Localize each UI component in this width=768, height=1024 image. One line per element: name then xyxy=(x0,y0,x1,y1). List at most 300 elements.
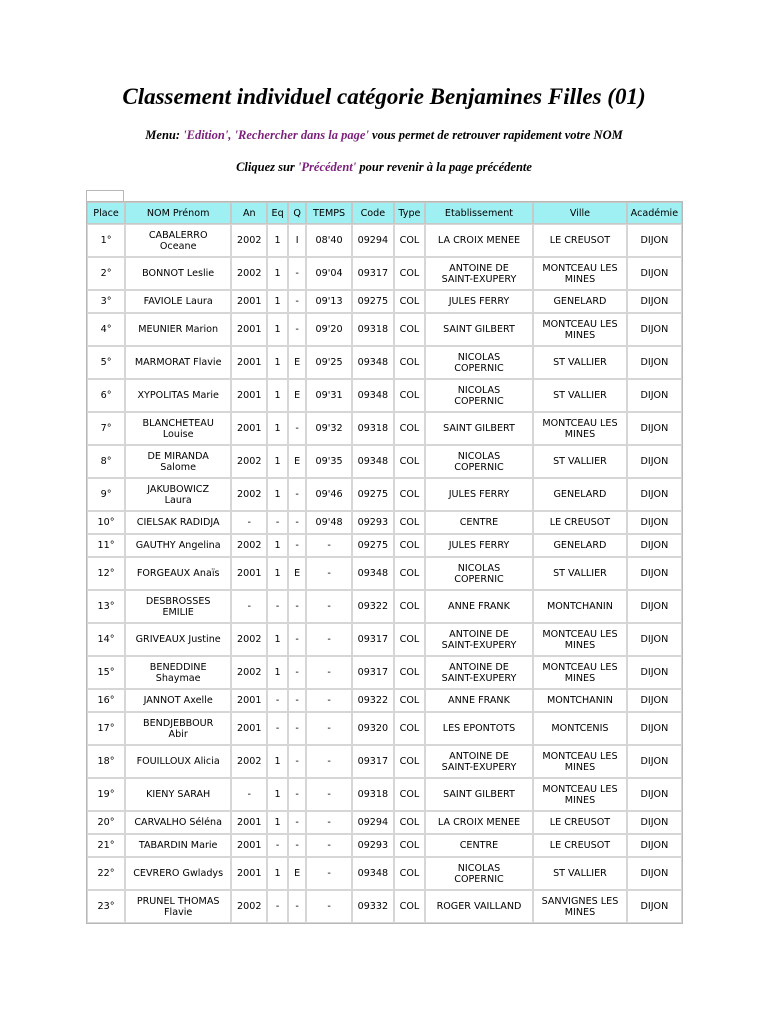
cell-year: - xyxy=(231,590,267,623)
cell-time: 09'46 xyxy=(306,478,351,511)
column-header-type: Type xyxy=(394,202,425,224)
cell-year: 2002 xyxy=(231,224,267,257)
cell-school xyxy=(425,623,533,656)
cell-school xyxy=(425,557,533,590)
cell-place: 23° xyxy=(87,890,125,923)
cell-school-line: NICOLAS xyxy=(457,384,501,396)
cell-type: COL xyxy=(394,557,425,590)
cell-name xyxy=(125,313,231,346)
table-row xyxy=(87,857,682,890)
cell-city-line: SANVIGNES LES xyxy=(541,895,619,907)
cell-year: - xyxy=(231,511,267,534)
cell-city-line: MINES xyxy=(564,329,596,341)
cell-name-line: FAVIOLE Laura xyxy=(143,296,213,307)
cell-city-line: ST VALLIER xyxy=(553,357,607,368)
cell-name xyxy=(125,534,231,557)
table-row xyxy=(87,745,682,778)
cell-team: - xyxy=(267,590,288,623)
cell-team: 1 xyxy=(267,290,288,313)
cell-school xyxy=(425,313,533,346)
cell-team: 1 xyxy=(267,346,288,379)
cell-name-line: Louise xyxy=(162,428,194,440)
cell-name xyxy=(125,590,231,623)
cell-q: E xyxy=(288,445,307,478)
cell-year: - xyxy=(231,778,267,811)
cell-city-line: GENELARD xyxy=(553,489,607,500)
cell-time: 09'20 xyxy=(306,313,351,346)
cell-name-line: TABARDIN Marie xyxy=(138,840,218,851)
cell-place: 17° xyxy=(87,712,125,745)
cell-school xyxy=(425,412,533,445)
cell-school xyxy=(425,478,533,511)
cell-team: - xyxy=(267,712,288,745)
cell-city-line: MINES xyxy=(564,672,596,684)
cell-school-line: ANNE FRANK xyxy=(448,601,510,612)
cell-name-line: JANNOT Axelle xyxy=(143,695,213,706)
back-hint-suffix: pour revenir à la page précédente xyxy=(356,160,532,174)
cell-school-line: ANTOINE DE xyxy=(449,661,509,673)
cell-name-line: CABALERRO xyxy=(148,229,208,241)
cell-school-line: NICOLAS xyxy=(457,450,501,462)
cell-school xyxy=(425,745,533,778)
cell-team: 1 xyxy=(267,811,288,834)
table-row xyxy=(87,656,682,689)
cell-type: COL xyxy=(394,445,425,478)
cell-type: COL xyxy=(394,412,425,445)
cell-city xyxy=(533,412,627,445)
cell-place: 19° xyxy=(87,778,125,811)
cell-city xyxy=(533,478,627,511)
cell-academy: DIJON xyxy=(627,511,682,534)
cell-school-line: JULES FERRY xyxy=(448,540,510,551)
cell-time: - xyxy=(306,890,351,923)
cell-name-line: Salome xyxy=(160,461,197,473)
cell-code: 09317 xyxy=(352,623,394,656)
cell-type: COL xyxy=(394,224,425,257)
cell-school-line: COPERNIC xyxy=(454,573,504,585)
column-header-name: NOM Prénom xyxy=(125,202,231,224)
cell-school xyxy=(425,257,533,290)
cell-name xyxy=(125,379,231,412)
cell-school-line: NICOLAS xyxy=(457,862,501,874)
cell-school xyxy=(425,224,533,257)
cell-team: 1 xyxy=(267,623,288,656)
cell-type: COL xyxy=(394,689,425,712)
cell-q: - xyxy=(288,656,307,689)
cell-q: E xyxy=(288,557,307,590)
cell-name-line: FORGEAUX Anaïs xyxy=(136,568,220,579)
cell-name-line: Flavie xyxy=(164,906,193,918)
cell-school-line: COPERNIC xyxy=(454,395,504,407)
cell-place: 5° xyxy=(87,346,125,379)
cell-academy: DIJON xyxy=(627,313,682,346)
table-row xyxy=(87,445,682,478)
column-header-team: Eq xyxy=(267,202,288,224)
cell-name-line: Shaymae xyxy=(155,672,201,684)
cell-time: 09'35 xyxy=(306,445,351,478)
table-row xyxy=(87,834,682,857)
cell-school-line: SAINT GILBERT xyxy=(443,789,515,800)
cell-city-line: ST VALLIER xyxy=(553,456,607,467)
cell-code: 09348 xyxy=(352,857,394,890)
table-row xyxy=(87,890,682,923)
cell-name xyxy=(125,857,231,890)
cell-academy: DIJON xyxy=(627,257,682,290)
column-header-code: Code xyxy=(352,202,394,224)
cell-city xyxy=(533,712,627,745)
cell-school-line: LES EPONTOTS xyxy=(442,723,516,734)
cell-q: E xyxy=(288,857,307,890)
cell-city-line: MONTCHANIN xyxy=(546,695,613,706)
table-row xyxy=(87,590,682,623)
cell-team: - xyxy=(267,890,288,923)
cell-name xyxy=(125,712,231,745)
cell-school-line: COPERNIC xyxy=(454,873,504,885)
cell-name-line: Laura xyxy=(164,494,192,506)
cell-year: 2002 xyxy=(231,478,267,511)
cell-time: 09'04 xyxy=(306,257,351,290)
cell-academy: DIJON xyxy=(627,778,682,811)
column-header-place: Place xyxy=(87,202,125,224)
cell-name-line: Oceane xyxy=(159,240,197,252)
cell-school-line: ROGER VAILLAND xyxy=(436,901,522,912)
cell-time: - xyxy=(306,778,351,811)
cell-time: 08'40 xyxy=(306,224,351,257)
cell-code: 09322 xyxy=(352,590,394,623)
cell-name-line: CEVRERO Gwladys xyxy=(133,868,224,879)
cell-school-line: LA CROIX MENEE xyxy=(437,235,521,246)
cell-name-line: CIELSAK RADIDJA xyxy=(136,517,220,528)
cell-place: 3° xyxy=(87,290,125,313)
cell-academy: DIJON xyxy=(627,379,682,412)
cell-school-line: NICOLAS xyxy=(457,351,501,363)
cell-time: - xyxy=(306,557,351,590)
table-row xyxy=(87,811,682,834)
page-title: Classement individuel catégorie Benjamines Filles (01) xyxy=(122,84,646,109)
cell-school-line: ANTOINE DE xyxy=(449,628,509,640)
cell-city xyxy=(533,890,627,923)
cell-city-line: MINES xyxy=(564,428,596,440)
cell-city xyxy=(533,811,627,834)
cell-city xyxy=(533,834,627,857)
cell-school-line: CENTRE xyxy=(459,840,499,851)
table-row xyxy=(87,511,682,534)
cell-name xyxy=(125,478,231,511)
cell-q: - xyxy=(288,623,307,656)
cell-code: 09318 xyxy=(352,778,394,811)
cell-name xyxy=(125,290,231,313)
cell-academy: DIJON xyxy=(627,534,682,557)
cell-name xyxy=(125,257,231,290)
cell-year: 2001 xyxy=(231,412,267,445)
cell-code: 09322 xyxy=(352,689,394,712)
cell-q: - xyxy=(288,712,307,745)
cell-city-line: MINES xyxy=(564,639,596,651)
cell-time: - xyxy=(306,834,351,857)
cell-place: 1° xyxy=(87,224,125,257)
cell-city-line: GENELARD xyxy=(553,540,607,551)
cell-place: 18° xyxy=(87,745,125,778)
cell-team: 1 xyxy=(267,656,288,689)
cell-school-line: JULES FERRY xyxy=(448,296,510,307)
cell-school-line: SAINT-EXUPERY xyxy=(441,639,517,651)
cell-time: - xyxy=(306,656,351,689)
cell-team: 1 xyxy=(267,857,288,890)
cell-q: - xyxy=(288,689,307,712)
cell-academy: DIJON xyxy=(627,224,682,257)
cell-academy: DIJON xyxy=(627,689,682,712)
cell-code: 09318 xyxy=(352,313,394,346)
cell-academy: DIJON xyxy=(627,857,682,890)
cell-name-line: FOUILLOUX Alicia xyxy=(136,756,220,767)
table-row xyxy=(87,778,682,811)
cell-code: 09320 xyxy=(352,712,394,745)
cell-city xyxy=(533,623,627,656)
cell-name xyxy=(125,557,231,590)
cell-city-line: MONTCEAU LES xyxy=(542,661,618,673)
cell-time: - xyxy=(306,745,351,778)
cell-academy: DIJON xyxy=(627,656,682,689)
cell-name xyxy=(125,656,231,689)
column-header-academy: Académie xyxy=(627,202,682,224)
cell-school xyxy=(425,811,533,834)
table-body xyxy=(87,224,682,923)
cell-code: 09275 xyxy=(352,290,394,313)
cell-team: 1 xyxy=(267,379,288,412)
cell-city xyxy=(533,379,627,412)
cell-code: 09293 xyxy=(352,834,394,857)
table-row xyxy=(87,534,682,557)
cell-time: 09'31 xyxy=(306,379,351,412)
cell-team: 1 xyxy=(267,557,288,590)
cell-code: 09317 xyxy=(352,656,394,689)
cell-place: 14° xyxy=(87,623,125,656)
cell-school-line: CENTRE xyxy=(459,517,499,528)
cell-academy: DIJON xyxy=(627,412,682,445)
cell-year: 2001 xyxy=(231,834,267,857)
cell-team: 1 xyxy=(267,778,288,811)
cell-name-line: GAUTHY Angelina xyxy=(135,540,221,551)
cell-academy: DIJON xyxy=(627,590,682,623)
cell-q: - xyxy=(288,257,307,290)
cell-q: - xyxy=(288,290,307,313)
cell-academy: DIJON xyxy=(627,346,682,379)
cell-name-line: MEUNIER Marion xyxy=(138,324,219,335)
table-header-row xyxy=(87,202,682,224)
cell-time: - xyxy=(306,534,351,557)
cell-code: 09317 xyxy=(352,257,394,290)
cell-city-line: MONTCEAU LES xyxy=(542,318,618,330)
cell-type: COL xyxy=(394,257,425,290)
column-header-school: Etablissement xyxy=(425,202,533,224)
cell-time: - xyxy=(306,590,351,623)
cell-year: 2001 xyxy=(231,811,267,834)
cell-school xyxy=(425,445,533,478)
cell-city xyxy=(533,857,627,890)
cell-year: 2001 xyxy=(231,379,267,412)
cell-school-line: SAINT GILBERT xyxy=(443,423,515,434)
cell-school-line: SAINT GILBERT xyxy=(443,324,515,335)
cell-team: - xyxy=(267,511,288,534)
cell-city-line: LE CREUSOT xyxy=(549,817,611,828)
cell-time: 09'48 xyxy=(306,511,351,534)
cell-year: 2001 xyxy=(231,290,267,313)
cell-name-line: KIENY SARAH xyxy=(146,789,211,800)
cell-academy: DIJON xyxy=(627,745,682,778)
cell-team: 1 xyxy=(267,534,288,557)
cell-q: - xyxy=(288,412,307,445)
cell-city-line: ST VALLIER xyxy=(553,568,607,579)
cell-school xyxy=(425,590,533,623)
cell-academy: DIJON xyxy=(627,478,682,511)
cell-code: 09275 xyxy=(352,478,394,511)
cell-type: COL xyxy=(394,623,425,656)
cell-city xyxy=(533,590,627,623)
cell-q: - xyxy=(288,534,307,557)
cell-name xyxy=(125,445,231,478)
cell-name-line: GRIVEAUX Justine xyxy=(135,634,221,645)
cell-city-line: MONTCEAU LES xyxy=(542,783,618,795)
cell-academy: DIJON xyxy=(627,290,682,313)
cell-name xyxy=(125,811,231,834)
cell-type: COL xyxy=(394,712,425,745)
cell-time: - xyxy=(306,712,351,745)
cell-school-line: ANTOINE DE xyxy=(449,750,509,762)
cell-name-line: MARMORAT Flavie xyxy=(134,357,222,368)
cell-q: - xyxy=(288,811,307,834)
cell-name-line: XYPOLITAS Marie xyxy=(137,390,219,401)
cell-school-line: COPERNIC xyxy=(454,362,504,374)
cell-name xyxy=(125,412,231,445)
cell-year: 2002 xyxy=(231,623,267,656)
cell-year: 2001 xyxy=(231,857,267,890)
cell-place: 20° xyxy=(87,811,125,834)
cell-school xyxy=(425,290,533,313)
cell-type: COL xyxy=(394,313,425,346)
cell-school xyxy=(425,511,533,534)
cell-school-line: SAINT-EXUPERY xyxy=(441,761,517,773)
table-row xyxy=(87,478,682,511)
cell-school xyxy=(425,656,533,689)
table-row xyxy=(87,712,682,745)
cell-school-line: ANNE FRANK xyxy=(448,695,510,706)
cell-place: 15° xyxy=(87,656,125,689)
cell-school-line: NICOLAS xyxy=(457,562,501,574)
cell-name xyxy=(125,511,231,534)
table-row xyxy=(87,412,682,445)
cell-name-line: DESBROSSES xyxy=(145,595,211,607)
cell-school xyxy=(425,890,533,923)
table-row xyxy=(87,623,682,656)
cell-city xyxy=(533,346,627,379)
cell-place: 11° xyxy=(87,534,125,557)
cell-q: - xyxy=(288,890,307,923)
cell-team: 1 xyxy=(267,224,288,257)
table-row xyxy=(87,290,682,313)
cell-team: 1 xyxy=(267,313,288,346)
cell-city xyxy=(533,656,627,689)
cell-school-line: COPERNIC xyxy=(454,461,504,473)
cell-school xyxy=(425,834,533,857)
cell-city xyxy=(533,257,627,290)
cell-year: 2002 xyxy=(231,257,267,290)
cell-team: - xyxy=(267,689,288,712)
cell-type: COL xyxy=(394,379,425,412)
back-hint xyxy=(0,160,768,175)
cell-q: E xyxy=(288,346,307,379)
cell-city-line: ST VALLIER xyxy=(553,868,607,879)
cell-name-line: EMILIE xyxy=(162,606,194,618)
cell-code: 09293 xyxy=(352,511,394,534)
column-header-time: TEMPS xyxy=(306,202,351,224)
cell-academy: DIJON xyxy=(627,445,682,478)
cell-time: - xyxy=(306,623,351,656)
column-header-q: Q xyxy=(288,202,307,224)
cell-q: E xyxy=(288,379,307,412)
cell-type: COL xyxy=(394,478,425,511)
cell-year: 2001 xyxy=(231,689,267,712)
cell-city-line: GENELARD xyxy=(553,296,607,307)
cell-time: 09'25 xyxy=(306,346,351,379)
cell-place: 22° xyxy=(87,857,125,890)
cell-name xyxy=(125,745,231,778)
column-header-city: Ville xyxy=(533,202,627,224)
cell-time: - xyxy=(306,689,351,712)
cell-city xyxy=(533,313,627,346)
cell-code: 09348 xyxy=(352,379,394,412)
table-row xyxy=(87,379,682,412)
cell-time: 09'32 xyxy=(306,412,351,445)
cell-academy: DIJON xyxy=(627,811,682,834)
cell-type: COL xyxy=(394,290,425,313)
cell-name xyxy=(125,346,231,379)
cell-school-line: JULES FERRY xyxy=(448,489,510,500)
cell-city xyxy=(533,689,627,712)
cell-code: 09317 xyxy=(352,745,394,778)
cell-place: 13° xyxy=(87,590,125,623)
cell-city xyxy=(533,511,627,534)
cell-place: 7° xyxy=(87,412,125,445)
cell-code: 09294 xyxy=(352,224,394,257)
cell-code: 09318 xyxy=(352,412,394,445)
cell-code: 09275 xyxy=(352,534,394,557)
cell-name-line: BENDJEBBOUR xyxy=(143,717,214,729)
search-hint xyxy=(0,128,768,143)
cell-name-line: BENEDDINE xyxy=(149,661,207,673)
cell-academy: DIJON xyxy=(627,712,682,745)
cell-year: 2001 xyxy=(231,712,267,745)
cell-city xyxy=(533,445,627,478)
cell-name xyxy=(125,689,231,712)
cell-city-line: MONTCEAU LES xyxy=(542,750,618,762)
cell-type: COL xyxy=(394,745,425,778)
cell-q: - xyxy=(288,590,307,623)
cell-place: 4° xyxy=(87,313,125,346)
cell-school xyxy=(425,778,533,811)
cell-school xyxy=(425,379,533,412)
cell-city xyxy=(533,224,627,257)
table-row xyxy=(87,689,682,712)
cell-academy: DIJON xyxy=(627,557,682,590)
cell-q: - xyxy=(288,745,307,778)
cell-place: 2° xyxy=(87,257,125,290)
cell-year: 2001 xyxy=(231,557,267,590)
cell-team: 1 xyxy=(267,745,288,778)
cell-city-line: MINES xyxy=(564,794,596,806)
cell-name-line: BLANCHETEAU xyxy=(142,417,214,429)
cell-type: COL xyxy=(394,656,425,689)
cell-name-line: JAKUBOWICZ xyxy=(147,483,210,495)
